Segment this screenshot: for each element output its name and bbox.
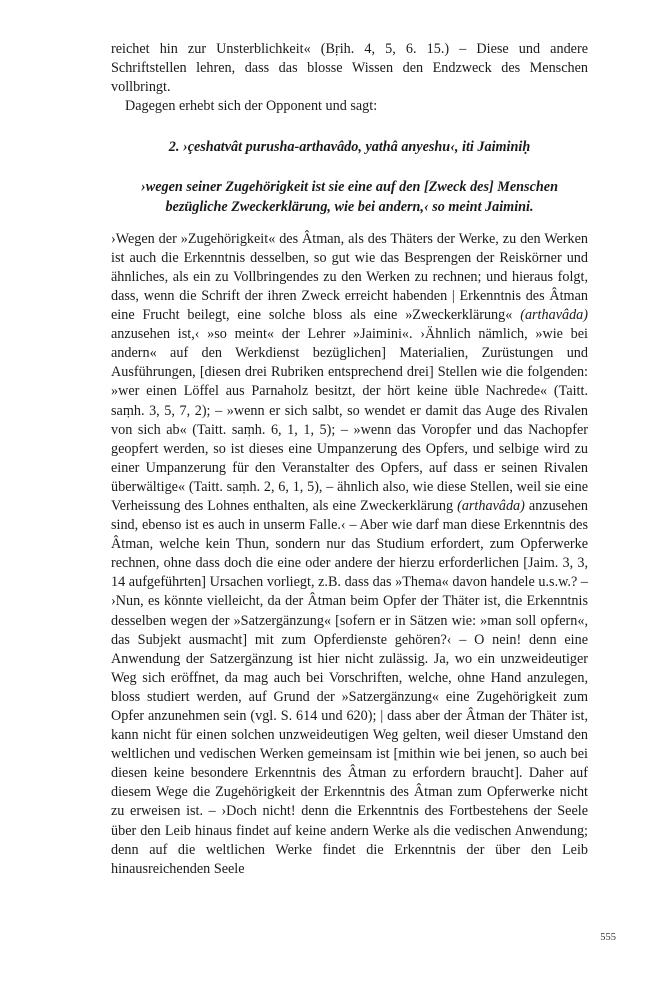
sanskrit-term: (arthavâda)	[457, 497, 525, 514]
commentary-text-3: anzusehen sind, ebenso ist es auch in unserm Falle.‹ – Aber wie darf man diese Erkenntnis des Âtman, welche kein Thun, sondern nur das Studium erfordert, zum Opferwerke rechnen, ohne dass doch die eine oder andere der hierzu erforderlichen [Jaim. 3, 3, 14 aufgeführten] Ursachen vorliegt, z.B. dass das »Thema« davon handele u.s.w.? – ›Nun, es könnte vielleicht, da der Âtman beim Opfer der Thäter ist, die Erkenntnis desselben wegen der »Satzergänzung« [sofern er in Sätzen wie: »man soll opfern«, das Subjekt ausmacht] mit zum Opferdienste gehören?‹ – O nein! denn eine Anwendung der Satzergänzung ist hier nicht zulässig. Ja, wo ein unzweideutiger Weg sich eröffnet, da mag auch bei Vorschriften, welche, ohne Hand anzulegen, bloss studiert werden, auf Grund der »Satzergänzung« eine Zugehörigkeit zum Opfer anzunehmen sein (vgl. S. 614 und 620); | dass aber der Âtman der Thäter ist, kann nicht für einen solchen unzweideutigen Weg gelten, weil dieser Umstand den weltlichen und vedischen Werken gemeinsam ist [mithin wie bei jenen, so auch bei diesen keine besondere Erkenntnis des Âtman zu erfordern braucht]. Daher auf diesem Wege die Zugehörigkeit der Erkenntnis des Âtman zum Opferwerke nicht zu erweisen ist. – ›Doch nicht! denn die Erkenntnis des Fortbestehens der Seele über den Leib hinaus findet auf keine andern Werke als die vedischen Anwendung; denn auf die weltlichen Werke findet die Erkenntnis der über den Leib hinausreichenden Seele	[111, 497, 588, 877]
page-number: 555	[600, 932, 616, 943]
opponent-paragraph: Dagegen erhebt sich der Opponent und sagt:	[125, 98, 378, 115]
commentary-text-2: anzusehen ist,‹ »so meint« der Lehrer »Jaimini«. ›Ähnlich nämlich, »wie bei andern« auf den Werkdienst bezüglichen] Materialien, Zurüstungen und Ausführungen, [diesen drei Rubriken entsprechend drei] Stellen wie die folgenden: »wer einen Löffel aus Parnaholz besitzt, der hört keine üble Nachrede« (Taitt. saṃh. 3, 5, 7, 2); – »wenn er sich salbt, so wendet er damit das Auge des Rivalen von sich ab« (Taitt. saṃh. 6, 1, 1, 5); – »wenn das Voropfer und das Nachopfer geopfert werden, so ist dieses eine Umpanzerung des Opfers, und selbige wird zu einer Umpanzerung für den Veranstalter des Opfers, auf dass er seinen Rivalen überwältige« (Taitt. saṃh. 2, 6, 1, 5), – ähnlich also, wie diese Stellen, weil sie eine Verheissung des Lohnes enthalten, als eine Zweckerklärung	[111, 326, 588, 514]
sutra-heading: 2. ›çeshatvât purusha-arthavâdo, yathâ anyeshu‹, iti Jaiminiḥ	[168, 139, 531, 156]
commentary-text-1: ›Wegen der »Zugehörigkeit« des Âtman, als des Thäters der Werke, zu den Werken ist auch die Erkenntnis desselben, so gut wie das Besprengen der Reiskörner und ähnliches, als ein zu Vollbringendes zu den Werken zu rechnen; und hieraus folgt, dass, wenn die Schrift der ihren Zweck erreicht habenden | Erkenntnis des Âtman eine Frucht beilegt, eine solche bloss als eine »Zweckerklärung«	[111, 230, 588, 324]
continuation-paragraph: reichet hin zur Unsterblichkeit« (Bṛih. 4, 5, 6. 15.) – Diese und andere Schriftstellen lehren, dass das blosse Wissen den Endzweck des Menschen vollbringt.	[111, 41, 588, 96]
commentary-paragraph	[111, 230, 588, 879]
sutra-translation: ›wegen seiner Zugehörigkeit ist sie eine auf den [Zweck des] Menschen bezügliche Zweckerklärung, wie bei andern,‹ so meint Jaimini.	[141, 179, 558, 215]
text-column	[111, 40, 588, 879]
sanskrit-term: (arthavâda)	[520, 307, 588, 324]
